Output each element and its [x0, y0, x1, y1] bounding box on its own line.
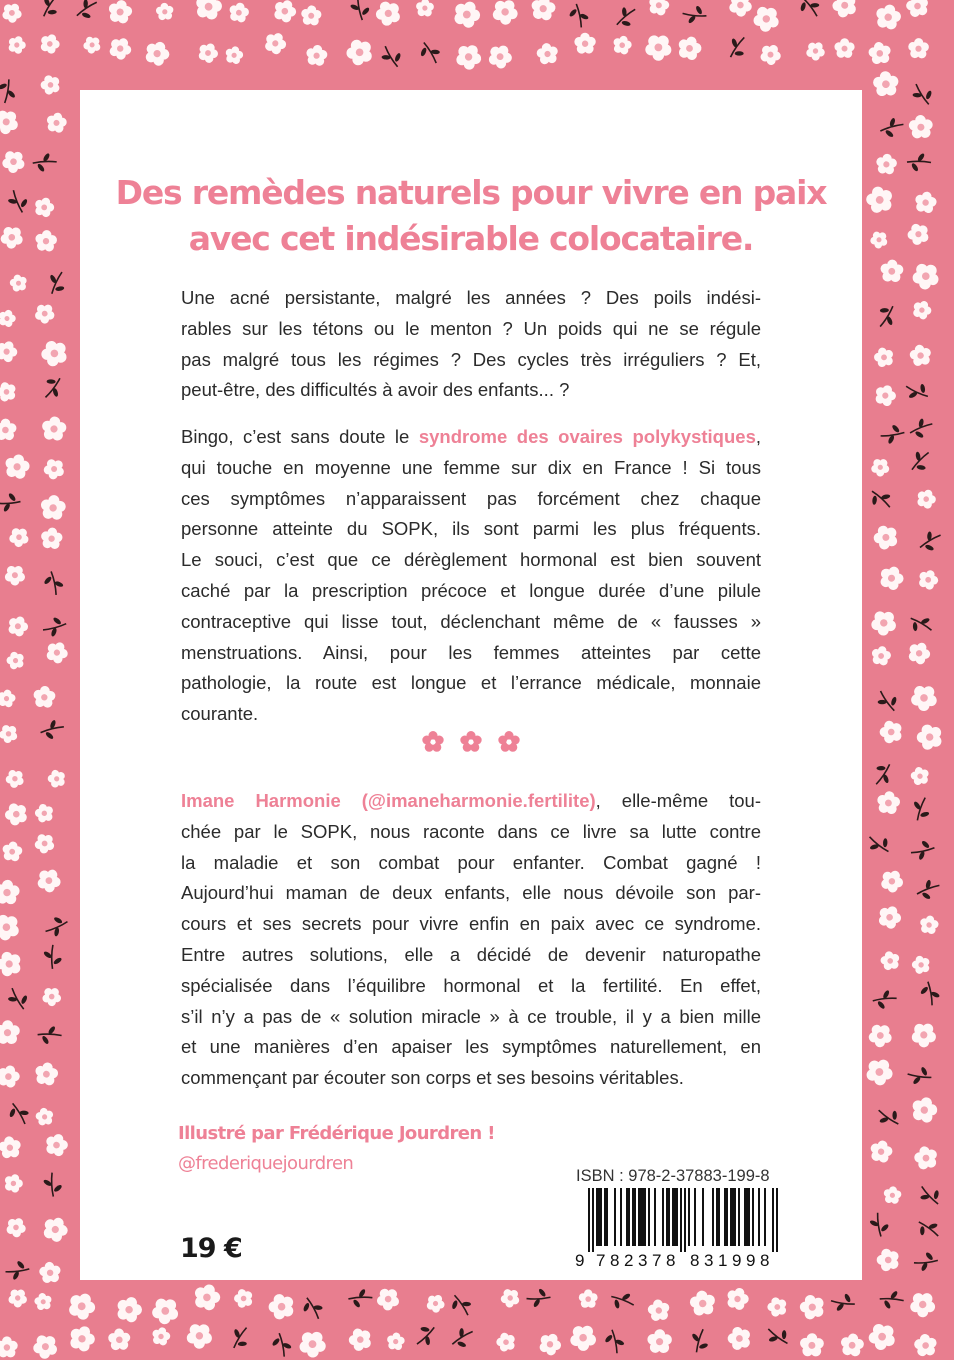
barcode-bar [634, 1188, 636, 1246]
syndrome-highlight: syndrome des ovaires polykystiques [418, 426, 756, 447]
headline-line-2: avec cet indésirable colocataire. [188, 219, 754, 258]
barcode-digit: 9 [575, 1251, 585, 1270]
barcode-bar [654, 1188, 656, 1246]
barcode-bar [628, 1188, 630, 1246]
text-line: menstruations. Ainsi, pour les femmes atteintes par cette [181, 641, 761, 663]
barcode-bar [734, 1188, 736, 1246]
barcode-bar [640, 1188, 642, 1246]
illustrator-handle: @frederiquejourdren [178, 1153, 354, 1174]
headline [80, 170, 862, 262]
barcode-bar [688, 1188, 690, 1246]
barcode-bar [676, 1188, 678, 1246]
barcode-bar [758, 1188, 760, 1246]
barcode-bar [614, 1188, 616, 1246]
flower-divider [421, 730, 521, 754]
text-line: Une acné persistante, malgré les années ? Des poils indési- [181, 287, 761, 308]
barcode-bar [668, 1188, 670, 1246]
barcode-bar [712, 1188, 714, 1246]
text-line: contraceptive qui lisse tout, déclenchant même de « fausses » [181, 610, 761, 632]
barcode-bar [592, 1188, 594, 1252]
text-line: commençant par écouter son corps et ses besoins véritables. [181, 1067, 684, 1089]
text-line: cours et ses secrets pour vivre enfin en paix avec ce syndrome. [181, 913, 761, 935]
text-line: Le souci, c’est que ce dérèglement hormonal est bien souvent [181, 549, 761, 571]
barcode-bar [666, 1188, 668, 1246]
barcode-bar [620, 1188, 622, 1246]
barcode-bar [726, 1188, 728, 1246]
barcode-bar [702, 1188, 704, 1246]
barcode-bar [684, 1188, 686, 1252]
barcode-bar [746, 1188, 748, 1246]
barcode-digit: 8 [760, 1251, 770, 1270]
flower-icon [497, 730, 521, 754]
barcode-digit: 8 [610, 1251, 620, 1270]
isbn-label: ISBN : 978-2-37883-199-8 [576, 1167, 770, 1185]
barcode-bar [638, 1188, 640, 1246]
barcode-digit: 8 [690, 1251, 700, 1270]
barcode-digit: 3 [704, 1251, 714, 1270]
barcode-bar [744, 1188, 746, 1246]
text-line: pas malgré tous les régimes ? Des cycles très irréguliers ? Et, [181, 348, 761, 370]
barcode-bar [776, 1188, 778, 1252]
text-line: Aujourd’hui maman de deux enfants, elle nous dévoile son par- [181, 882, 761, 904]
text-line: caché par la prescription précoce et longue durée d’une pilule [181, 579, 761, 601]
barcode-bar [632, 1188, 634, 1246]
text-line: et une manières d’en apaiser les symptômes naturellement, en [181, 1036, 761, 1058]
flower-icon [421, 730, 445, 754]
barcode-bar [772, 1188, 774, 1252]
text-line: la maladie et son combat pour enfanter. Combat gagné ! [181, 851, 761, 873]
barcode-bar [600, 1188, 602, 1246]
barcode-digit: 7 [652, 1251, 662, 1270]
text-line: ces symptômes n’apparaissent pas forcément chez chaque [181, 487, 761, 509]
barcode-digit: 7 [596, 1251, 606, 1270]
barcode-bar [764, 1188, 766, 1246]
barcode-bar [730, 1188, 732, 1246]
barcode-digit: 9 [732, 1251, 742, 1270]
flower-icon [459, 730, 483, 754]
text-line: personne atteinte du SOPK, ils sont parmi les plus fréquents. [181, 518, 761, 540]
barcode-bar [662, 1188, 664, 1246]
paragraph-sopk [181, 422, 761, 730]
barcode-bar [596, 1188, 598, 1246]
text-line: qui touche en moyenne une femme sur dix en France ! Si tous [181, 456, 761, 478]
barcode-bar [604, 1188, 606, 1246]
text-line: pathologie, la route est longue et l’errance médicale, monnaie [181, 672, 761, 694]
text-fragment: , [755, 426, 761, 447]
barcode-digit: 9 [746, 1251, 756, 1270]
text-fragment: , elle-même tou- [595, 790, 761, 811]
illustrator-credit: Illustré par Frédérique Jourdren ! [178, 1123, 495, 1144]
author-highlight: Imane Harmonie (@imaneharmonie.fertilite) [181, 790, 596, 811]
price: 19 € [180, 1233, 242, 1264]
text-line: s’il n’y a pas de « solution miracle » à ce trouble, il y a bien mille [181, 1005, 761, 1027]
text-line: rables sur les tétons ou le menton ? Un poids qui ne se régule [181, 317, 761, 339]
barcode-bar [718, 1188, 720, 1246]
barcode-bar [672, 1188, 674, 1246]
text-line: chée par le SOPK, nous raconte dans ce livre sa lutte contre [181, 820, 761, 842]
barcode-bar [598, 1188, 600, 1246]
back-cover-panel [80, 90, 862, 1280]
text-line: Entre autres solutions, elle a décidé de devenir naturopathe [181, 943, 761, 965]
barcode-digit: 1 [718, 1251, 728, 1270]
barcode-bar [648, 1188, 650, 1246]
barcode-bar [732, 1188, 734, 1246]
paragraph-symptoms [181, 283, 761, 406]
barcode-bar [680, 1188, 682, 1252]
text-line: courante. [181, 703, 259, 725]
text-line: spécialisée dans l’équilibre hormonal et la fertilité. En effet, [181, 974, 761, 996]
barcode-bar [724, 1188, 726, 1246]
barcode-bar [694, 1188, 696, 1246]
barcode-bar [588, 1188, 590, 1252]
barcode [574, 1188, 800, 1270]
barcode-digit: 3 [638, 1251, 648, 1270]
barcode-digit: 8 [666, 1251, 676, 1270]
barcode-bar [716, 1188, 718, 1246]
text-line: peut-être, des difficultés à avoir des enfants... ? [181, 379, 570, 401]
text-fragment: Bingo, c’est sans doute le [181, 426, 419, 447]
headline-line-1: Des remèdes naturels pour vivre en paix [115, 173, 827, 212]
barcode-bar [748, 1188, 750, 1246]
text-line [181, 422, 761, 453]
barcode-bar [752, 1188, 754, 1246]
paragraph-author [181, 786, 761, 1094]
barcode-digit: 2 [624, 1251, 634, 1270]
barcode-bar [606, 1188, 608, 1246]
text-line [181, 786, 761, 817]
barcode-bar [642, 1188, 644, 1246]
barcode-bar [738, 1188, 740, 1246]
barcode-bar [674, 1188, 676, 1246]
barcode-bar [626, 1188, 628, 1246]
barcode-bar [644, 1188, 646, 1246]
